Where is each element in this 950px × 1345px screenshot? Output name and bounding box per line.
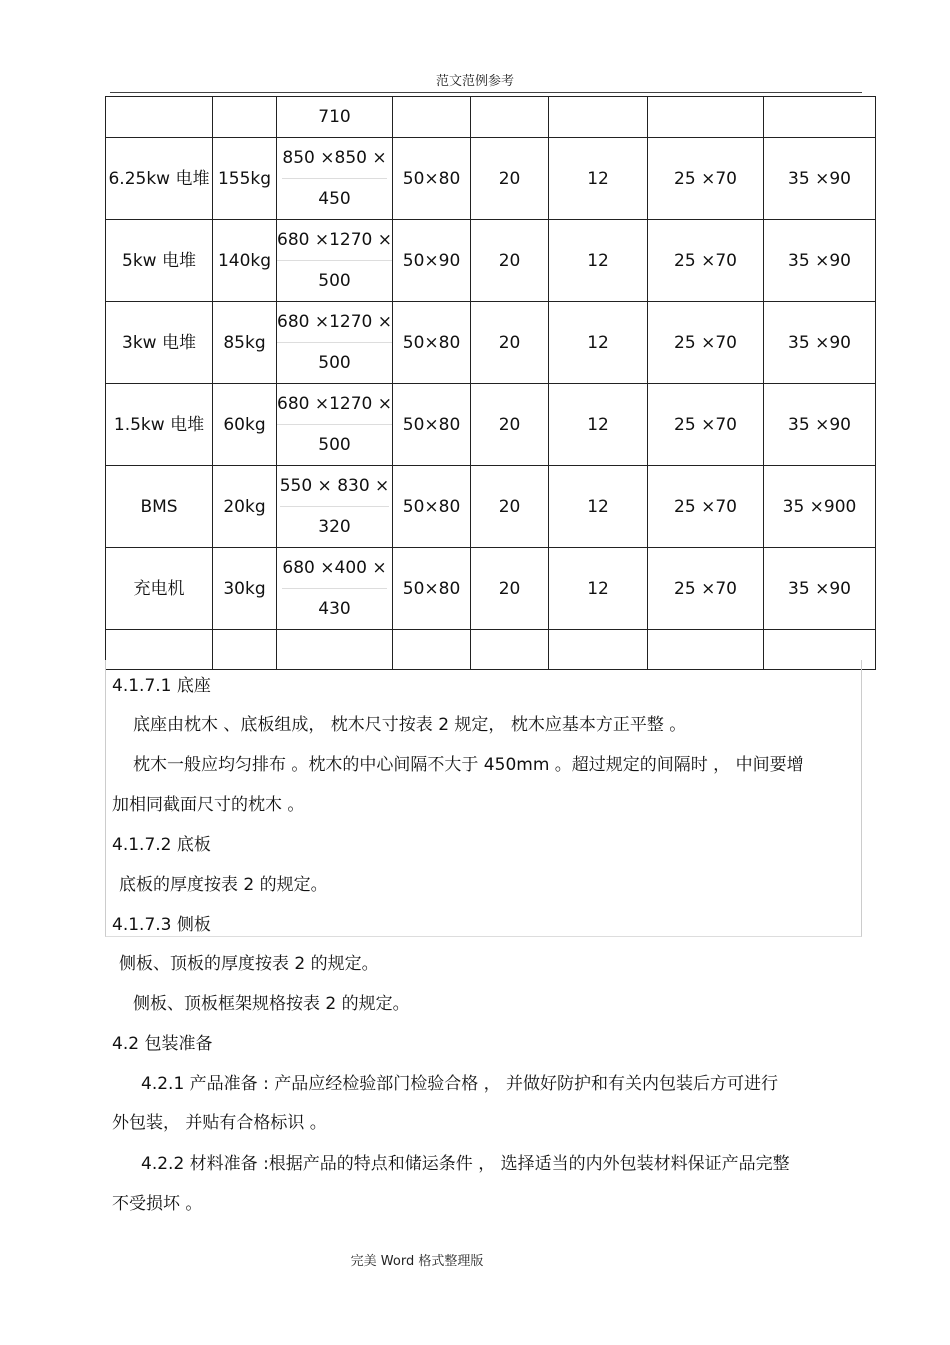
dimension-line-1: 680 ×400 × <box>282 548 386 589</box>
weight-cell: 60kg <box>213 384 277 466</box>
dimension-line-2: 500 <box>318 353 351 373</box>
side-thickness-cell: 12 <box>549 384 648 466</box>
sleeper-size-cell: 50×80 <box>393 302 471 384</box>
frame-size-a-cell: 25 ×70 <box>648 384 764 466</box>
dimension-line-2: 450 <box>318 189 351 209</box>
dimension-cell <box>277 220 393 302</box>
weight-cell: 140kg <box>213 220 277 302</box>
table-row <box>106 220 876 302</box>
paragraph-4-2-1-line2: 外包装， 并贴有合格标识 。 <box>112 1113 327 1133</box>
sleeper-size-cell: 50×80 <box>393 384 471 466</box>
heading-4-1-7-1: 4.1.7.1 底座 <box>112 676 211 696</box>
table-row-continued <box>106 97 876 138</box>
item-name-cell: 1.5kw 电堆 <box>106 384 213 466</box>
dimension-cell <box>277 466 393 548</box>
paragraph-4-2-2-line1: 4.2.2 材料准备 :根据产品的特点和储运条件 ， 选择适当的内外包装材料保证产品完整 <box>141 1154 790 1174</box>
table-cell <box>648 97 764 138</box>
paragraph-base-3: 加相同截面尺寸的枕木 。 <box>112 795 305 815</box>
table-cell <box>393 97 471 138</box>
bottom-thickness-cell: 20 <box>471 466 549 548</box>
frame-size-b-cell: 35 ×90 <box>764 384 876 466</box>
table-row <box>106 548 876 630</box>
frame-size-b-cell: 35 ×90 <box>764 548 876 630</box>
table-row <box>106 138 876 220</box>
frame-size-a-cell: 25 ×70 <box>648 302 764 384</box>
sleeper-size-cell: 50×80 <box>393 138 471 220</box>
paragraph-4-2-1-line1: 4.2.1 产品准备 : 产品应经检验部门检验合格 ， 并做好防护和有关内包装后方可进行 <box>141 1074 779 1094</box>
table-row <box>106 466 876 548</box>
item-name-cell: BMS <box>106 466 213 548</box>
frame-size-b-cell: 35 ×90 <box>764 138 876 220</box>
paragraph-bottom-board: 底板的厚度按表 2 的规定。 <box>119 875 328 895</box>
dimension-line-1: 680 ×1270 × <box>277 384 392 425</box>
weight-cell: 20kg <box>213 466 277 548</box>
bottom-thickness-cell: 20 <box>471 302 549 384</box>
dimension-cell <box>277 138 393 220</box>
weight-cell: 85kg <box>213 302 277 384</box>
table-cell <box>213 97 277 138</box>
dimension-line-2: 320 <box>318 517 351 537</box>
paragraph-4-2-2-line2: 不受损坏 。 <box>112 1194 203 1214</box>
page-header: 范文范例参考 <box>435 74 514 89</box>
dimension-cell <box>277 384 393 466</box>
page-footer: 完美 Word 格式整理版 <box>350 1254 484 1269</box>
frame-size-a-cell: 25 ×70 <box>648 466 764 548</box>
dimension-cell <box>277 302 393 384</box>
table-row <box>106 384 876 466</box>
heading-4-1-7-2: 4.1.7.2 底板 <box>112 835 211 855</box>
paragraph-side-board-2: 侧板、顶板框架规格按表 2 的规定。 <box>133 994 410 1014</box>
dimension-line-1: 680 ×1270 × <box>277 302 392 343</box>
packing-spec-table <box>105 96 876 670</box>
dimension-cell <box>277 548 393 630</box>
dimension-line-1: 680 ×1270 × <box>277 220 392 261</box>
dimension-line-1: 850 ×850 × <box>282 138 386 179</box>
side-thickness-cell: 12 <box>549 138 648 220</box>
frame-size-a-cell: 25 ×70 <box>648 138 764 220</box>
weight-cell: 155kg <box>213 138 277 220</box>
frame-size-a-cell: 25 ×70 <box>648 220 764 302</box>
item-name-cell: 充电机 <box>106 548 213 630</box>
table-cell <box>471 97 549 138</box>
bottom-thickness-cell: 20 <box>471 548 549 630</box>
frame-size-a-cell: 25 ×70 <box>648 548 764 630</box>
dimension-line-2: 430 <box>318 599 351 619</box>
dimension-line-1: 550 × 830 × <box>280 466 390 507</box>
bottom-thickness-cell: 20 <box>471 138 549 220</box>
side-thickness-cell: 12 <box>549 466 648 548</box>
frame-size-b-cell: 35 ×900 <box>764 466 876 548</box>
bottom-thickness-cell: 20 <box>471 384 549 466</box>
frame-size-b-cell: 35 ×90 <box>764 220 876 302</box>
table-cell-dim: 710 <box>277 97 393 138</box>
sleeper-size-cell: 50×90 <box>393 220 471 302</box>
heading-4-2: 4.2 包装准备 <box>112 1034 213 1054</box>
heading-4-1-7-3: 4.1.7.3 侧板 <box>112 915 211 935</box>
sleeper-size-cell: 50×80 <box>393 548 471 630</box>
side-thickness-cell: 12 <box>549 302 648 384</box>
item-name-cell: 6.25kw 电堆 <box>106 138 213 220</box>
paragraph-side-board-1: 侧板、顶板的厚度按表 2 的规定。 <box>119 954 379 974</box>
table-cell <box>106 97 213 138</box>
header-rule <box>110 92 862 93</box>
sleeper-size-cell: 50×80 <box>393 466 471 548</box>
item-name-cell: 3kw 电堆 <box>106 302 213 384</box>
table-row <box>106 302 876 384</box>
dimension-line-2: 500 <box>318 435 351 455</box>
frame-size-b-cell: 35 ×90 <box>764 302 876 384</box>
weight-cell: 30kg <box>213 548 277 630</box>
item-name-cell: 5kw 电堆 <box>106 220 213 302</box>
dimension-line-2: 500 <box>318 271 351 291</box>
table-cell <box>549 97 648 138</box>
side-thickness-cell: 12 <box>549 220 648 302</box>
paragraph-base-1: 底座由枕木 、底板组成， 枕木尺寸按表 2 规定， 枕木应基本方正平整 。 <box>133 715 687 735</box>
bottom-thickness-cell: 20 <box>471 220 549 302</box>
paragraph-base-2: 枕木一般应均匀排布 。枕木的中心间隔不大于 450mm 。超过规定的间隔时 ， 中间要增 <box>133 755 804 775</box>
table-cell <box>764 97 876 138</box>
side-thickness-cell: 12 <box>549 548 648 630</box>
